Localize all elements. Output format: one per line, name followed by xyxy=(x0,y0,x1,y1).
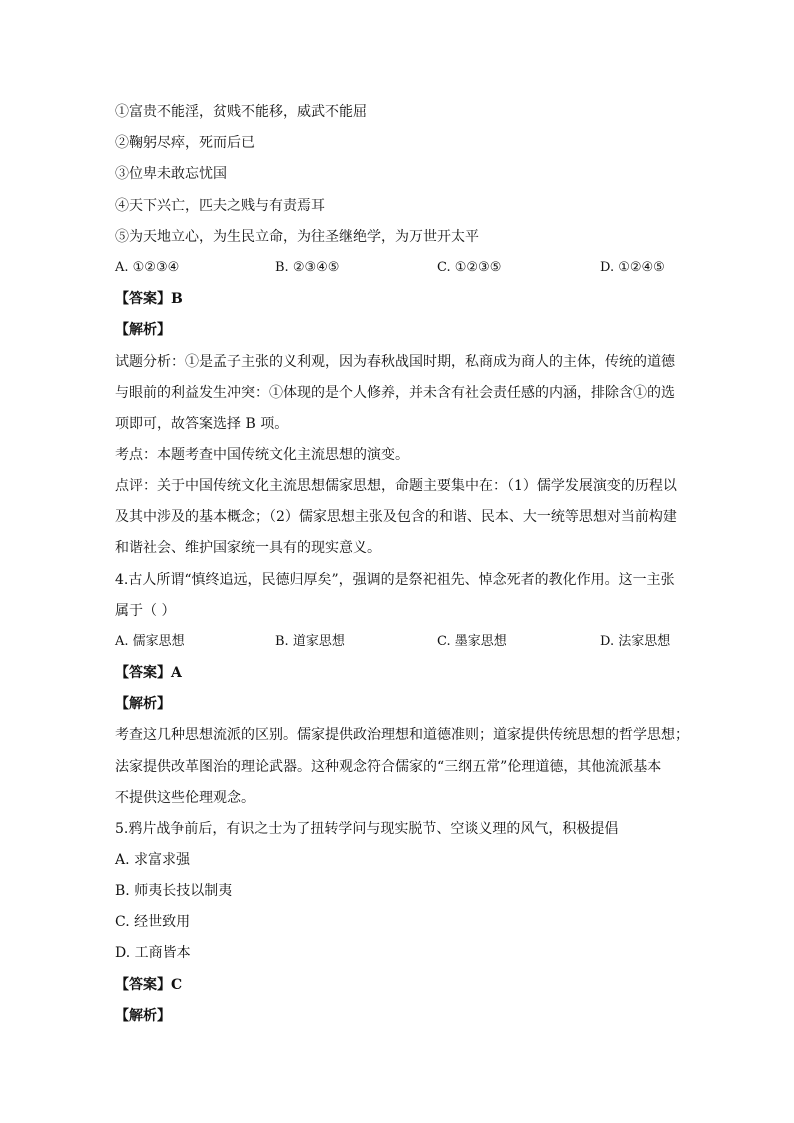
q5-stem: 5.鸦片战争前后，有识之士为了扭转学问与现实脱节、空谈义理的风气，积极提倡 xyxy=(115,821,619,837)
q5-answer: 【答案】C xyxy=(115,977,183,993)
q5-option-d: D. 工商皆本 xyxy=(115,945,191,961)
q3-option-d: D. ①②④⑤ xyxy=(600,260,665,275)
q5-option-c: C. 经世致用 xyxy=(115,914,191,930)
q4-stem-line-1: 4.古人所谓“慎终追远，民德归厚矣”，强调的是祭祀祖先、悼念死者的教化作用。这一主张 xyxy=(115,572,675,588)
q3-option-a: A. ①②③④ xyxy=(115,260,180,275)
q3-analysis-label: 【解析】 xyxy=(115,322,171,338)
q5-option-b: B. 师夷长技以制夷 xyxy=(115,883,233,899)
q3-item-3: ③位卑未敢忘忧国 xyxy=(115,166,227,182)
q4-analysis-line-1: 考查这几种思想流派的区别。儒家提供政治理想和道德准则；道家提供传统思想的哲学思想； xyxy=(115,727,689,743)
q4-analysis-line-2: 法家提供改革图治的理论武器。这种观念符合儒家的“三纲五常”伦理道德，其他流派基本 xyxy=(115,759,662,775)
q4-stem-line-2: 属于（ ） xyxy=(115,603,176,619)
q3-answer: 【答案】B xyxy=(115,291,183,307)
q3-analysis-line-3: 项即可，故答案选择 B 项。 xyxy=(115,416,289,432)
q3-analysis-line-1: 试题分析：①是孟子主张的义利观，因为春秋战国时期，私商成为商人的主体，传统的道德 xyxy=(115,354,675,370)
q4-option-d: D. 法家思想 xyxy=(600,634,671,649)
q3-item-2: ②鞠躬尽瘁，死而后已 xyxy=(115,135,255,151)
q4-option-c: C. 墨家思想 xyxy=(437,634,507,649)
q3-dianping-line-1: 点评：关于中国传统文化主流思想儒家思想，命题主要集中在：（1）儒学发展演变的历程以 xyxy=(115,478,677,494)
q3-dianping-line-3: 和谐社会、维护国家统一具有的现实意义。 xyxy=(115,540,381,556)
q3-option-c: C. ①②③⑤ xyxy=(437,260,502,275)
q3-item-4: ④天下兴亡，匹夫之贱与有责焉耳 xyxy=(115,198,325,214)
q4-answer: 【答案】A xyxy=(115,665,182,681)
q5-option-a: A. 求富求强 xyxy=(115,852,191,868)
q4-option-b: B. 道家思想 xyxy=(275,634,345,649)
q3-option-b: B. ②③④⑤ xyxy=(275,260,340,275)
q3-dianping-line-2: 及其中涉及的基本概念；（2）儒家思想主张及包含的和谐、民本、大一统等思想对当前构建 xyxy=(115,509,677,525)
q4-option-a: A. 儒家思想 xyxy=(115,634,185,649)
q5-analysis-label: 【解析】 xyxy=(115,1008,171,1024)
q3-item-1: ①富贵不能淫，贫贱不能移，威武不能屈 xyxy=(115,104,367,120)
q3-kaodian: 考点：本题考查中国传统文化主流思想的演变。 xyxy=(115,447,409,463)
q3-analysis-line-2: 与眼前的利益发生冲突：①体现的是个人修养，并未含有社会责任感的内涵，排除含①的选 xyxy=(115,385,675,401)
q3-item-5: ⑤为天地立心，为生民立命，为往圣继绝学，为万世开太平 xyxy=(115,229,479,245)
q4-analysis-label: 【解析】 xyxy=(115,696,171,712)
q4-analysis-line-3: 不提供这些伦理观念。 xyxy=(115,790,255,806)
